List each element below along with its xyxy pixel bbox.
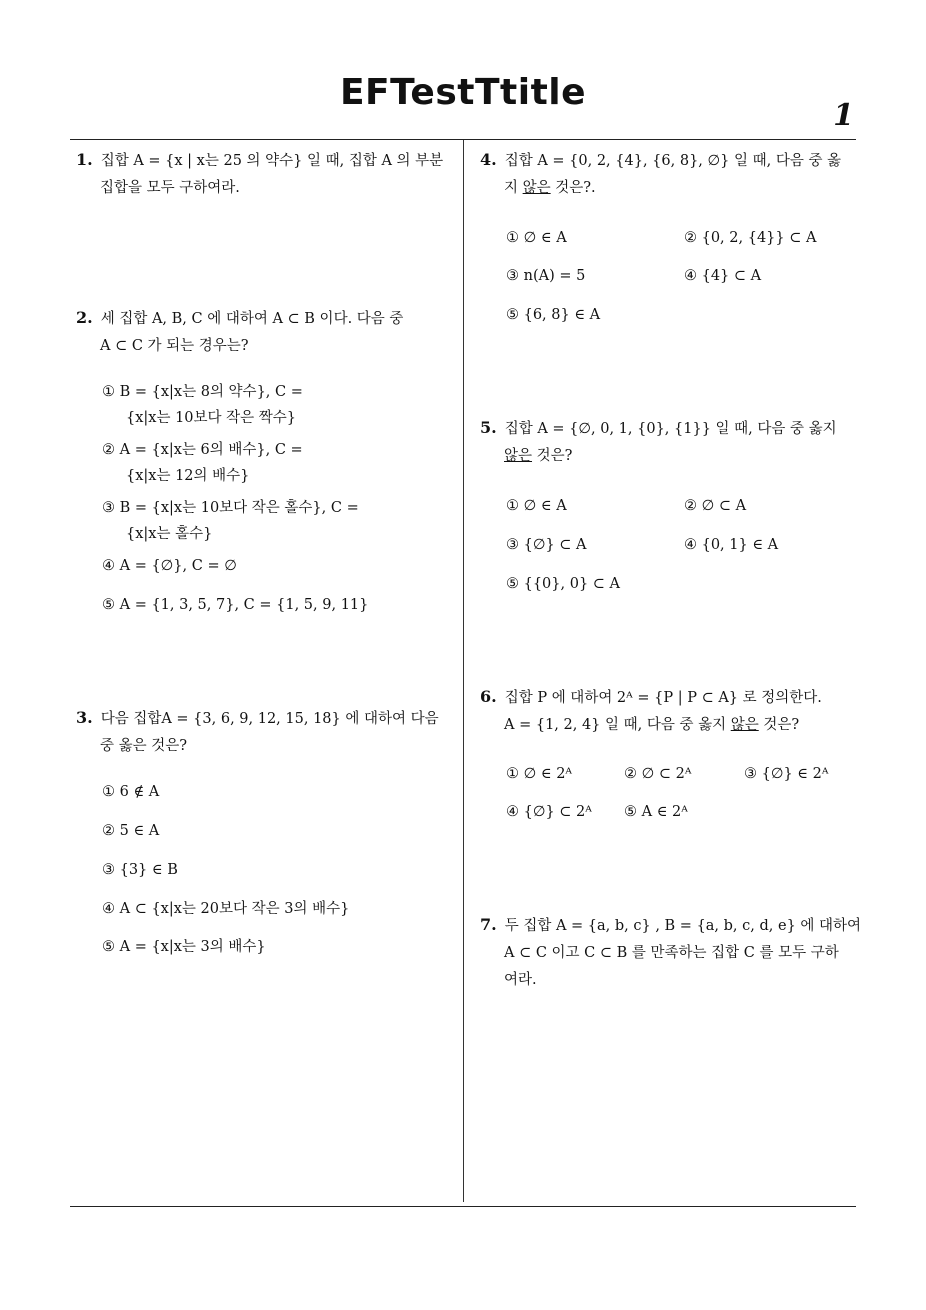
question-text: 두 집합 A = {a, b, c} , B = {a, b, c, d, e} 에 대하여 <box>504 918 862 934</box>
question-5 <box>480 414 837 470</box>
choice-text: ① B = {x|x는 8의 약수}, C = <box>102 384 303 400</box>
question-text: 집합을 모두 구하여라. <box>100 180 240 196</box>
choice-3-5[interactable]: ⑤ A = {x|x는 3의 배수} <box>102 939 266 955</box>
question-number: 5. <box>480 418 497 437</box>
choice-3-2[interactable]: ② 5 ∈ A <box>102 823 160 839</box>
question-text: 집합 A = {x | x는 25 의 약수} 일 때, 집합 A 의 부분 <box>100 153 444 169</box>
choice-3-4[interactable]: ④ A ⊂ {x|x는 20보다 작은 3의 배수} <box>102 901 350 917</box>
choice-3-1[interactable]: ① 6 ∉ A <box>102 784 160 800</box>
choice-6-2[interactable]: ② ∅ ⊂ 2ᴬ <box>624 766 692 782</box>
question-text: 여라. <box>504 972 537 988</box>
choice-5-4[interactable]: ④ {0, 1} ∈ A <box>684 537 779 553</box>
question-text: 않은 것은? <box>504 448 573 464</box>
page-number: 1 <box>833 98 854 133</box>
choice-2-2[interactable] <box>102 437 303 489</box>
question-text: 다음 집합A = {3, 6, 9, 12, 15, 18} 에 대하여 다음 <box>100 711 439 727</box>
choice-6-1[interactable]: ① ∅ ∈ 2ᴬ <box>506 766 573 782</box>
question-4 <box>480 146 841 202</box>
page-title: EFTestTtitle <box>339 72 587 113</box>
bottom-rule <box>70 1206 856 1207</box>
question-number: 3. <box>76 708 93 727</box>
question-number: 2. <box>76 308 93 327</box>
question-number: 7. <box>480 915 497 934</box>
choice-6-4[interactable]: ④ {∅} ⊂ 2ᴬ <box>506 804 592 820</box>
emphasis-underline: 않은 <box>522 180 551 196</box>
choice-4-3[interactable]: ③ n(A) = 5 <box>506 268 586 284</box>
question-text: 중 옳은 것은? <box>100 738 188 754</box>
question-3 <box>76 704 439 760</box>
choice-5-2[interactable]: ② ∅ ⊂ A <box>684 498 747 514</box>
choice-4-1[interactable]: ① ∅ ∈ A <box>506 230 567 246</box>
choice-5-3[interactable]: ③ {∅} ⊂ A <box>506 537 587 553</box>
question-text: 지 않은 것은?. <box>504 180 596 196</box>
column-divider <box>463 140 464 1202</box>
choice-4-5[interactable]: ⑤ {6, 8} ∈ A <box>506 307 601 323</box>
question-text: 집합 A = {∅, 0, 1, {0}, {1}} 일 때, 다음 중 옳지 <box>504 421 837 437</box>
question-2 <box>76 304 403 360</box>
question-text: 집합 P 에 대하여 2ᴬ = {P | P ⊂ A} 로 정의한다. <box>504 690 822 706</box>
choice-text-cont: {x|x는 홀수} <box>126 526 213 542</box>
choice-text-cont: {x|x는 12의 배수} <box>126 468 250 484</box>
emphasis-underline: 않은 <box>504 448 533 464</box>
choice-4-4[interactable]: ④ {4} ⊂ A <box>684 268 762 284</box>
choice-text: ② A = {x|x는 6의 배수}, C = <box>102 442 303 458</box>
choice-2-4[interactable]: ④ A = {∅}, C = ∅ <box>102 558 237 574</box>
choice-3-3[interactable]: ③ {3} ∈ B <box>102 862 178 878</box>
question-6 <box>480 683 822 739</box>
choice-text-cont: {x|x는 10보다 작은 짝수} <box>126 410 297 426</box>
question-number: 4. <box>480 150 497 169</box>
choice-6-5[interactable]: ⑤ A ∈ 2ᴬ <box>624 804 688 820</box>
question-number: 6. <box>480 687 497 706</box>
question-text: 집합 A = {0, 2, {4}, {6, 8}, ∅} 일 때, 다음 중 옳 <box>504 153 842 169</box>
question-7 <box>480 911 861 994</box>
question-text: A ⊂ C 가 되는 경우는? <box>100 338 249 354</box>
emphasis-underline: 않은 <box>730 717 759 733</box>
question-text: A ⊂ C 이고 C ⊂ B 를 만족하는 집합 C 를 모두 구하 <box>504 945 839 961</box>
question-text: A = {1, 2, 4} 일 때, 다음 중 옳지 않은 것은? <box>504 717 800 733</box>
choice-text: ③ B = {x|x는 10보다 작은 홀수}, C = <box>102 500 359 516</box>
choice-5-5[interactable]: ⑤ {{0}, 0} ⊂ A <box>506 576 621 592</box>
choice-4-2[interactable]: ② {0, 2, {4}} ⊂ A <box>684 230 817 246</box>
question-number: 1. <box>76 150 93 169</box>
question-text: 세 집합 A, B, C 에 대하여 A ⊂ B 이다. 다음 중 <box>100 311 404 327</box>
choice-6-3[interactable]: ③ {∅} ∈ 2ᴬ <box>744 766 829 782</box>
choice-2-1[interactable] <box>102 379 303 431</box>
choice-2-5[interactable]: ⑤ A = {1, 3, 5, 7}, C = {1, 5, 9, 11} <box>102 597 369 613</box>
choice-5-1[interactable]: ① ∅ ∈ A <box>506 498 567 514</box>
question-1 <box>76 146 443 202</box>
choice-2-3[interactable] <box>102 495 359 547</box>
